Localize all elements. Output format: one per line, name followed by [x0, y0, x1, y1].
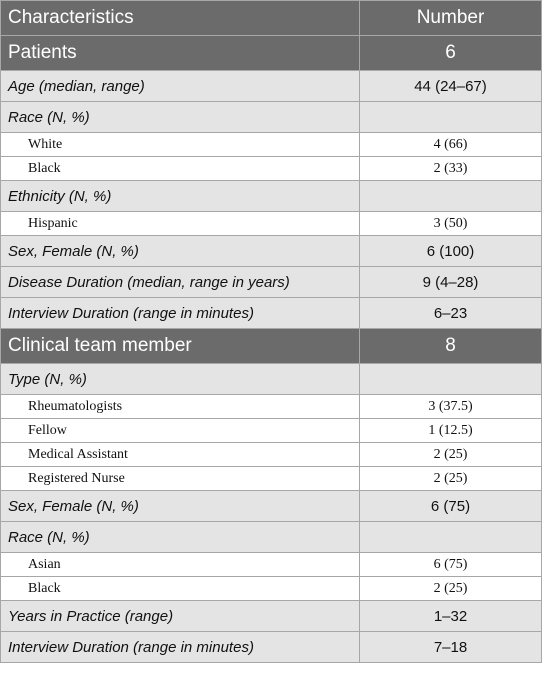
section-header-row	[1, 329, 542, 364]
row-value: 6	[360, 36, 542, 71]
row-label: Fellow	[1, 419, 360, 443]
row-value: 1–32	[360, 601, 542, 632]
table-row-subitem	[1, 212, 542, 236]
row-label: Race (N, %)	[1, 102, 360, 133]
table-row-subitem	[1, 133, 542, 157]
row-label: Years in Practice (range)	[1, 601, 360, 632]
row-value	[360, 181, 542, 212]
table-row	[1, 491, 542, 522]
table-row	[1, 364, 542, 395]
table-row	[1, 522, 542, 553]
row-label: Race (N, %)	[1, 522, 360, 553]
row-label: Hispanic	[1, 212, 360, 236]
row-label: Disease Duration (median, range in years)	[1, 267, 360, 298]
row-label: Asian	[1, 553, 360, 577]
row-label: Black	[1, 577, 360, 601]
row-label: Rheumatologists	[1, 395, 360, 419]
section-header-row	[1, 1, 542, 36]
row-value: 2 (25)	[360, 577, 542, 601]
row-label: Interview Duration (range in minutes)	[1, 632, 360, 663]
row-value: 9 (4–28)	[360, 267, 542, 298]
row-label: Characteristics	[1, 1, 360, 36]
section-header-row	[1, 36, 542, 71]
row-value: 6 (75)	[360, 553, 542, 577]
row-label: Sex, Female (N, %)	[1, 491, 360, 522]
row-value: 1 (12.5)	[360, 419, 542, 443]
row-value: 6 (100)	[360, 236, 542, 267]
row-value: Number	[360, 1, 542, 36]
table-row-subitem	[1, 467, 542, 491]
row-label: Ethnicity (N, %)	[1, 181, 360, 212]
row-value	[360, 102, 542, 133]
table-row	[1, 71, 542, 102]
table-row-subitem	[1, 443, 542, 467]
table-row-subitem	[1, 553, 542, 577]
table-row	[1, 236, 542, 267]
row-label: Interview Duration (range in minutes)	[1, 298, 360, 329]
table-row-subitem	[1, 419, 542, 443]
row-label: Type (N, %)	[1, 364, 360, 395]
table-row	[1, 267, 542, 298]
row-label: Sex, Female (N, %)	[1, 236, 360, 267]
row-value: 2 (25)	[360, 443, 542, 467]
row-value: 3 (50)	[360, 212, 542, 236]
row-label: Age (median, range)	[1, 71, 360, 102]
table-row-subitem	[1, 395, 542, 419]
table-row	[1, 298, 542, 329]
row-label: Patients	[1, 36, 360, 71]
table-row-subitem	[1, 577, 542, 601]
row-label: Medical Assistant	[1, 443, 360, 467]
row-value: 4 (66)	[360, 133, 542, 157]
row-value: 6–23	[360, 298, 542, 329]
row-value	[360, 364, 542, 395]
table-row	[1, 632, 542, 663]
row-value	[360, 522, 542, 553]
table-row	[1, 601, 542, 632]
row-value: 2 (25)	[360, 467, 542, 491]
row-label: Black	[1, 157, 360, 181]
table-row	[1, 102, 542, 133]
row-value: 2 (33)	[360, 157, 542, 181]
row-label: White	[1, 133, 360, 157]
row-value: 6 (75)	[360, 491, 542, 522]
table-row	[1, 181, 542, 212]
row-label: Clinical team member	[1, 329, 360, 364]
table-row-subitem	[1, 157, 542, 181]
row-label: Registered Nurse	[1, 467, 360, 491]
row-value: 7–18	[360, 632, 542, 663]
table-body	[1, 1, 542, 663]
row-value: 3 (37.5)	[360, 395, 542, 419]
row-value: 8	[360, 329, 542, 364]
row-value: 44 (24–67)	[360, 71, 542, 102]
